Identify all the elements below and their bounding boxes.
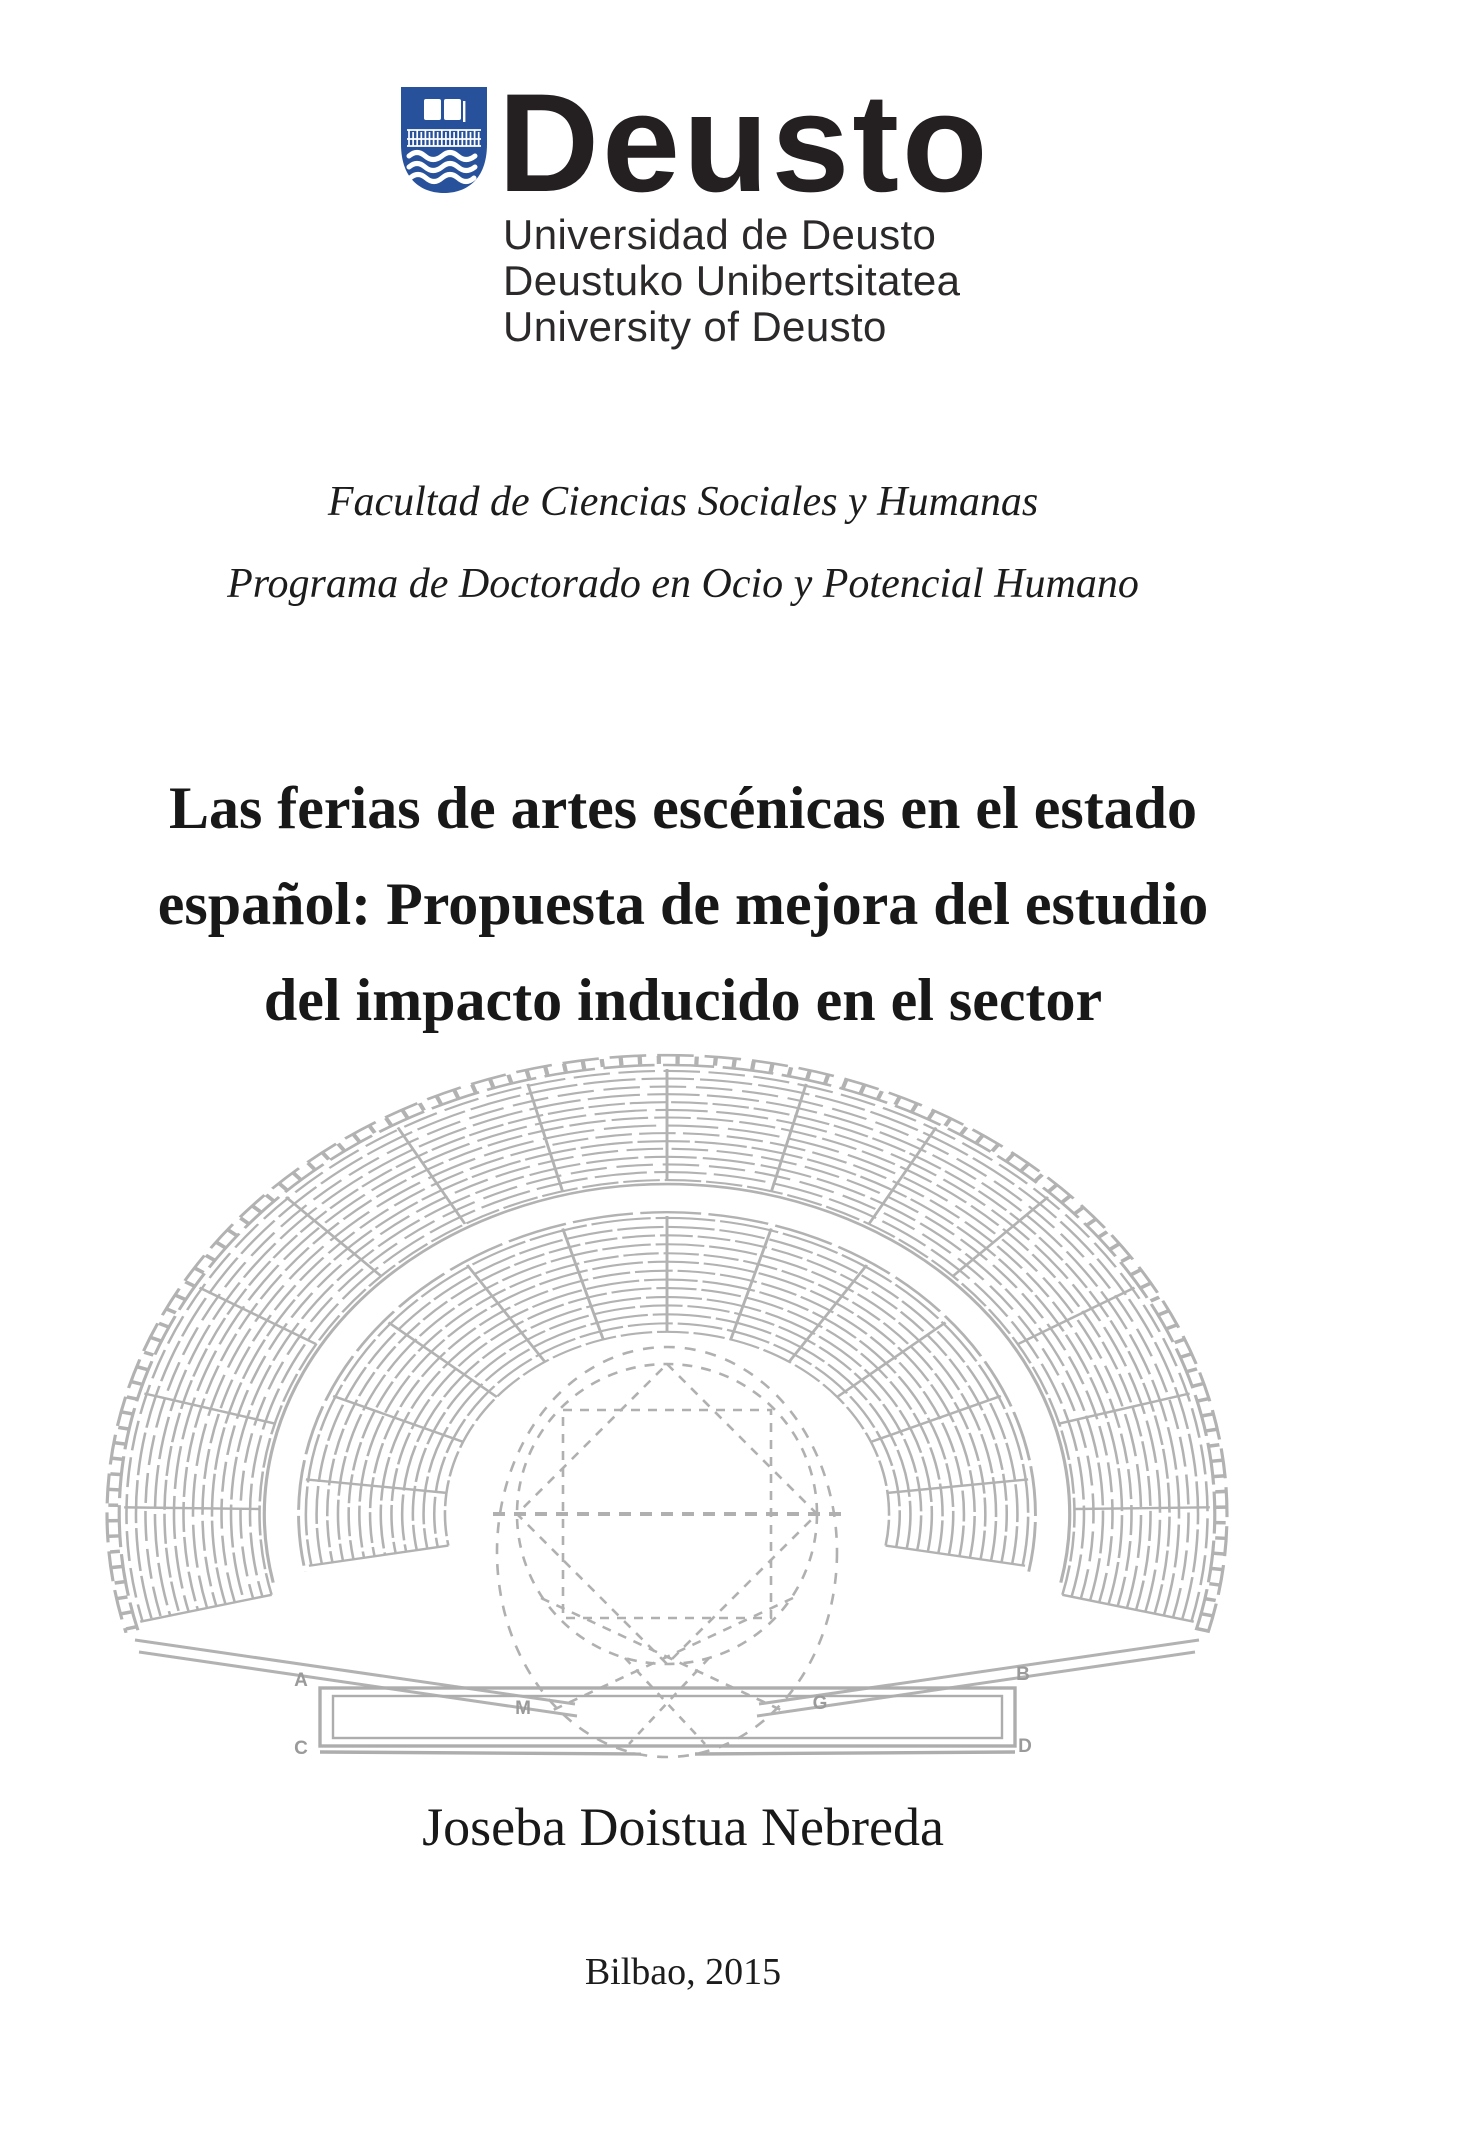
logo-subtitle [503,212,960,350]
stage-label-c: C [294,1738,308,1759]
thesis-title-line2: español: Propuesta de mejora del estudio [157,871,1209,937]
deusto-wordmark: Deusto [498,64,991,221]
author-name: Joseba Doistua Nebreda [422,1797,944,1857]
thesis-title-line3: del impacto inducido en el sector [263,967,1103,1033]
stage-label-d: D [1018,1736,1032,1757]
logo-subtitle-line-eu: Deustuko Unibertsitatea [503,257,961,304]
logo-subtitle-line-en: University of Deusto [503,303,887,350]
program-line: Programa de Doctorado en Ocio y Potencial Humano [227,561,1139,607]
stage-label-a: A [294,1670,308,1691]
amphitheater-figure [105,1048,1235,1777]
university-logo [400,60,1020,360]
imprint-line: Bilbao, 2015 [584,1951,782,1993]
deusto-shield-icon [400,86,488,194]
faculty-line: Facultad de Ciencias Sociales y Humanas [327,479,1039,525]
stage-label-m: M [515,1698,531,1719]
stage-label-g: G [812,1693,828,1714]
logo-subtitle-line-es: Universidad de Deusto [503,211,937,258]
stage-outline [320,1688,1015,1754]
thesis-title-line1: Las ferias de artes escénicas en el estado [168,775,1198,841]
stage-label-b: B [1016,1664,1030,1685]
thesis-title [0,760,1366,1048]
